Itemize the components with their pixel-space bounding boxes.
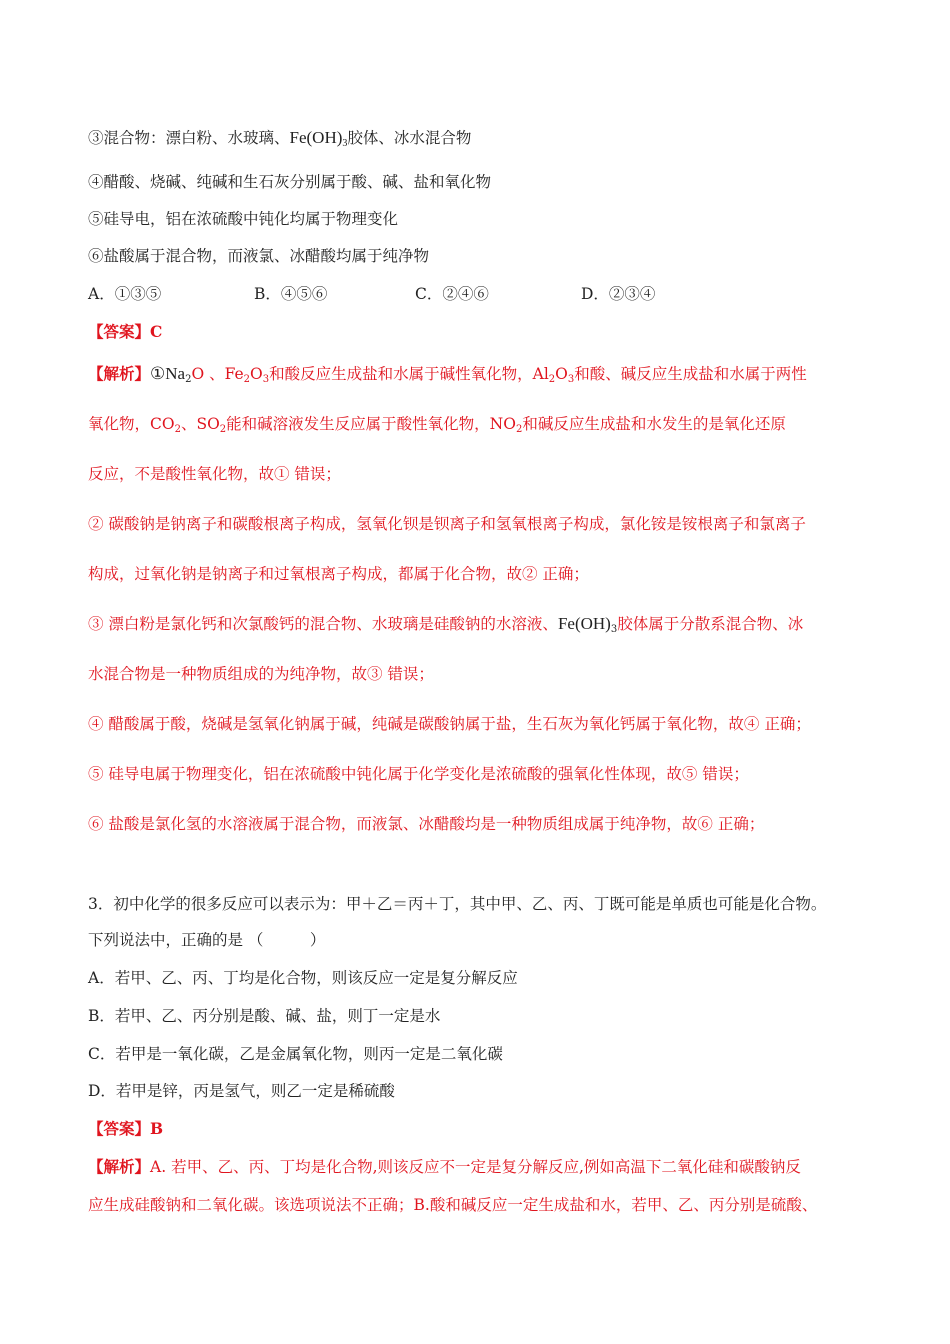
option-b: B．④⑤⑥ xyxy=(254,285,328,303)
q3-option-a: A．若甲、乙、丙、丁均是化合物，则该反应一定是复分解反应 xyxy=(88,969,518,987)
q2-options xyxy=(88,284,890,304)
option-d: D．②③④ xyxy=(581,285,656,303)
q3-option-c: C．若甲是一氧化碳，乙是金属氧化物，则丙一定是二氧化碳 xyxy=(88,1045,503,1063)
statement-5: ⑤硅导电，铝在浓硫酸中钝化均属于物理变化 xyxy=(88,210,399,228)
q2-analysis-line-10: ⑥ 盐酸是氯化氢的水溶液属于混合物，而液氯、冰醋酸均是一种物质组成属于纯净物，故⑥ 正确； xyxy=(88,815,765,833)
q2-analysis-line-1: 【解析】$①Na_2O$ 、$Fe_2O_3$和酸反应生成盐和水属于碱性氧化物，$Al_2O_3$和酸、碱反应生成盐和水属于两性 xyxy=(88,364,807,385)
q3-analysis-line-2: 应生成硅酸钠和二氧化碳。该选项说法不正确；B.酸和碱反应一定生成盐和水，若甲、乙、丙分别是硫酸、 xyxy=(88,1196,818,1214)
statement-4: ④醋酸、烧碱、纯碱和生石灰分别属于酸、碱、盐和氧化物 xyxy=(88,173,492,191)
statement-6: ⑥盐酸属于混合物，而液氯、冰醋酸均属于纯净物 xyxy=(88,247,430,265)
q3-stem-2: 下列说法中，正确的是 （ ） xyxy=(88,931,326,949)
q3-analysis-line-1: 【解析】A. 若甲、乙、丙、丁均是化合物,则该反应不一定是复分解反应,例如高温下二氧化硅和碳酸钠反 xyxy=(88,1157,801,1176)
q2-analysis-line-3: 反应，不是酸性氧化物，故① 错误； xyxy=(88,465,341,483)
q3-stem-1: 3．初中化学的很多反应可以表示为：甲＋乙＝丙＋丁，其中甲、乙、丙、丁既可能是单质也可能是化合物。 xyxy=(88,895,827,913)
q3-answer: 【答案】B xyxy=(88,1119,164,1138)
q2-analysis-line-7: 水混合物是一种物质组成的为纯净物，故③ 错误； xyxy=(88,665,434,683)
q3-option-d: D．若甲是锌，丙是氢气，则乙一定是稀硫酸 xyxy=(88,1082,395,1100)
q3-option-b: B．若甲、乙、丙分别是酸、碱、盐，则丁一定是水 xyxy=(88,1007,441,1025)
q2-analysis-line-6: ③ 漂白粉是氯化钙和次氯酸钙的混合物、水玻璃是硅酸钠的水溶液、$Fe(OH)_3$胶体属于分散系混合物、冰 xyxy=(88,614,804,635)
q2-analysis-line-2: 氧化物，$CO_2$、$SO_2$能和碱溶液发生反应属于酸性氧化物，$NO_2$和碱反应生成盐和水发生的是氧化还原 xyxy=(88,415,786,435)
q2-analysis-line-5: 构成，过氧化钠是钠离子和过氧根离子构成，都属于化合物，故② 正确； xyxy=(88,565,589,583)
statement-3: ③混合物：漂白粉、水玻璃、$Fe(OH)_3$胶体、冰水混合物 xyxy=(88,128,472,149)
option-c: C．②④⑥ xyxy=(415,285,489,303)
q2-analysis-line-9: ⑤ 硅导电属于物理变化，铝在浓硫酸中钝化属于化学变化是浓硫酸的强氧化性体现，故⑤ 错误； xyxy=(88,765,749,783)
chem-formula: $Fe(OH)_3$ xyxy=(289,128,348,149)
option-a: A．①③⑤ xyxy=(88,285,162,303)
q2-analysis-line-4: ② 碳酸钠是钠离子和碳酸根离子构成，氢氧化钡是钡离子和氢氧根离子构成，氯化铵是铵根离子和氯离子 xyxy=(88,515,806,533)
q2-answer: 【答案】C xyxy=(88,322,163,341)
q2-analysis-line-8: ④ 醋酸属于酸，烧碱是氢氧化钠属于碱，纯碱是碳酸钠属于盐，生石灰为氧化钙属于氧化物，故④ 正确； xyxy=(88,715,811,733)
